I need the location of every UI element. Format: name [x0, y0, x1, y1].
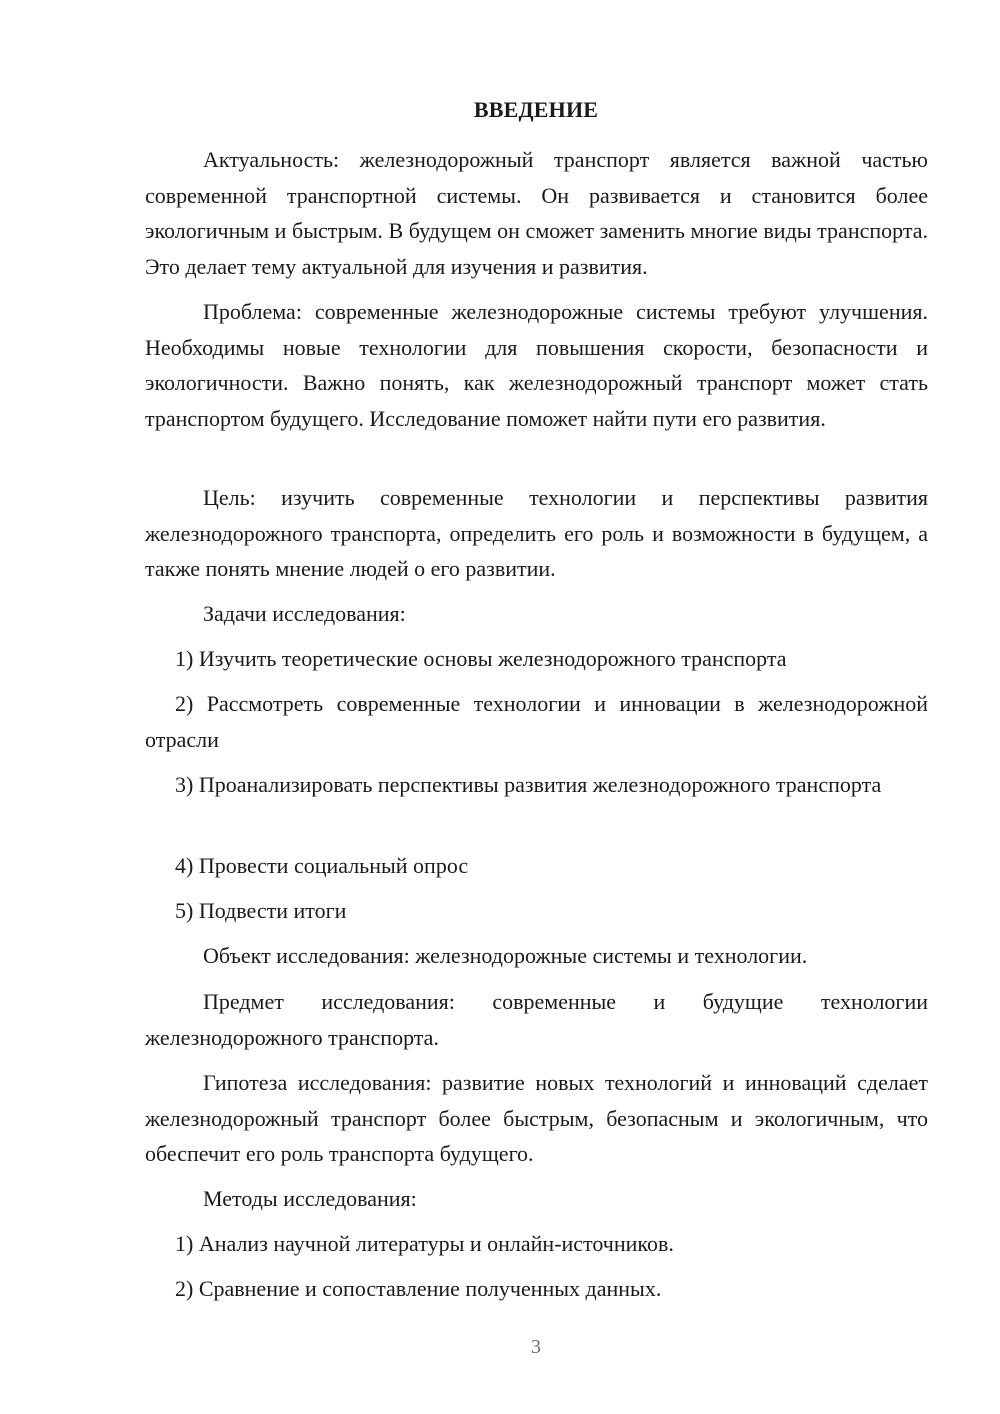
paragraph-hypothesis: Гипотеза исследования: развитие новых технологий и инноваций сделает железнодорожный транспорт более быстрым, безопасным и экологичным, что обеспечит его роль транспорта будущего. — [145, 1070, 928, 1166]
paragraph-problem: Проблема: современные железнодорожные системы требуют улучшения. Необходимы новые технологии для повышения скорости, безопасности и экологичности. Важно понять, как железнодорожный транспорт может стать транспортом будущего. Исследование поможет найти пути его развития. — [145, 299, 928, 431]
task-item-2: 2) Рассмотреть современные технологии и инновации в железнодорожной отрасли — [145, 691, 928, 752]
task-item-4: 4) Провести социальный опрос — [175, 853, 469, 878]
method-item-2: 2) Сравнение и сопоставление полученных данных. — [175, 1276, 662, 1301]
task-item-3: 3) Проанализировать перспективы развития железнодорожного транспорта — [175, 772, 882, 797]
method-item-1: 1) Анализ научной литературы и онлайн-источников. — [175, 1231, 674, 1256]
task-item-5: 5) Подвести итоги — [175, 898, 347, 923]
paragraph-tasks-heading: Задачи исследования: — [203, 601, 406, 626]
task-item-1: 1) Изучить теоретические основы железнодорожного транспорта — [175, 646, 787, 671]
paragraph-relevance: Актуальность: железнодорожный транспорт является важной частью современной транспортной системы. Он развивается и становится более экологичным и быстрым. В будущем он сможет заменить многие виды транспорта. Это делает тему актуальной для изучения и развития. — [145, 147, 928, 279]
paragraph-object: Объект исследования: железнодорожные системы и технологии. — [203, 943, 808, 968]
paragraph-goal: Цель: изучить современные технологии и перспективы развития железнодорожного транспорта, определить его роль и возможности в будущем, а также понять мнение людей о его развитии. — [145, 485, 928, 581]
paragraph-subject: Предмет исследования: современные и будущие технологии железнодорожного транспорта. — [145, 989, 928, 1050]
paragraph-methods-heading: Методы исследования: — [203, 1186, 417, 1211]
section-title: ВВЕДЕНИЕ — [473, 97, 599, 122]
page-number: 3 — [531, 1336, 541, 1358]
